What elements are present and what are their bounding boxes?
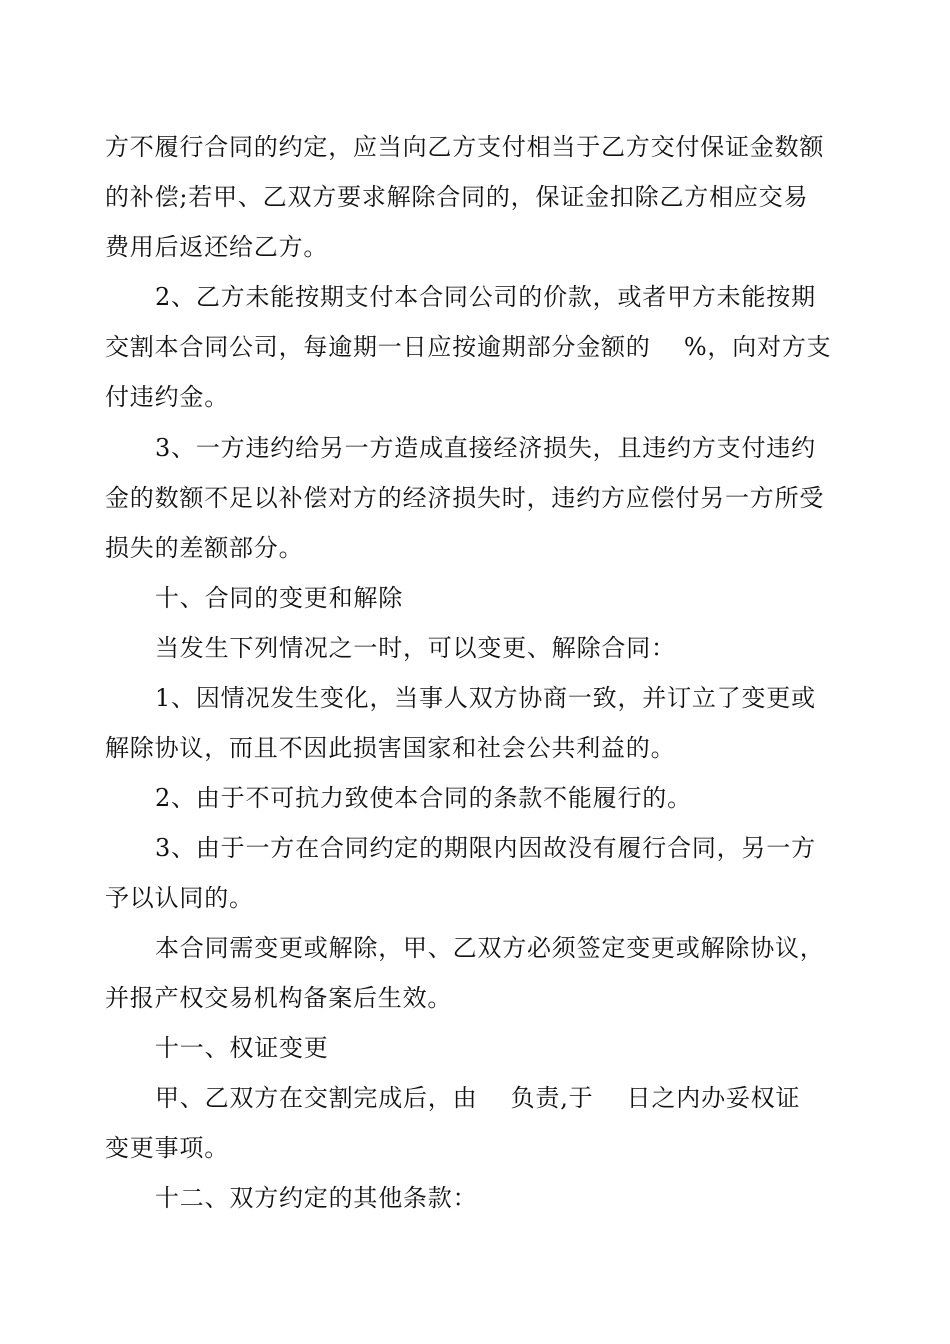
section-heading: 十一、权证变更 bbox=[155, 1034, 329, 1062]
text-line: 本合同需变更或解除，甲、乙双方必须签定变更或解除协议， bbox=[155, 934, 825, 962]
section-heading: 十、合同的变更和解除 bbox=[155, 584, 403, 612]
text-line: 付违约金。 bbox=[105, 383, 229, 411]
text-line: 并报产权交易机构备案后生效。 bbox=[105, 984, 453, 1012]
item-1-line: 1、因情况发生变化，当事人双方协商一致，并订立了变更或 bbox=[155, 684, 816, 712]
text-line: 甲、乙双方在交割完成后，由 负责,于 日之内办妥权证 bbox=[155, 1084, 801, 1112]
text-line: 方不履行合同的约定，应当向乙方支付相当于乙方交付保证金数额 bbox=[105, 133, 825, 161]
section-heading: 十二、双方约定的其他条款： bbox=[155, 1184, 478, 1212]
text-line: 变更事项。 bbox=[105, 1134, 229, 1162]
text-line: 损失的差额部分。 bbox=[105, 534, 304, 562]
text-line: 予以认同的。 bbox=[105, 884, 254, 912]
clause-2-line: 2、乙方未能按期支付本合同公司的价款，或者甲方未能按期 bbox=[155, 283, 816, 311]
text-line: 当发生下列情况之一时，可以变更、解除合同： bbox=[155, 634, 676, 662]
item-2-line: 2、由于不可抗力致使本合同的条款不能履行的。 bbox=[155, 784, 692, 812]
clause-3-line: 3、一方违约给另一方造成直接经济损失，且违约方支付违约 bbox=[155, 434, 816, 462]
text-line: 的补偿;若甲、乙双方要求解除合同的，保证金扣除乙方相应交易 bbox=[105, 183, 809, 211]
text-line: 费用后返还给乙方。 bbox=[105, 233, 329, 261]
text-line: 金的数额不足以补偿对方的经济损失时，违约方应偿付另一方所受 bbox=[105, 484, 825, 512]
item-3-line: 3、由于一方在合同约定的期限内因故没有履行合同，另一方 bbox=[155, 834, 816, 862]
text-line: 交割本合同公司，每逾期一日应按逾期部分金额的 %，向对方支 bbox=[105, 333, 832, 361]
text-line: 解除协议，而且不因此损害国家和社会公共利益的。 bbox=[105, 734, 676, 762]
